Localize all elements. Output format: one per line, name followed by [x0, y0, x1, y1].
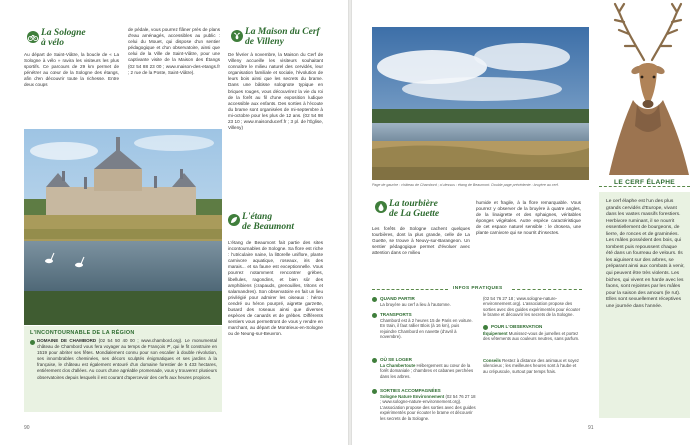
sorties-lead: Sologne Nature Environnement: [380, 394, 445, 399]
observation-label: POUR L'OBSERVATION: [491, 324, 543, 329]
car-icon: [372, 313, 377, 318]
sidebar-title: LE CERF ÉLAPHE: [589, 179, 700, 186]
stag-illustration: [589, 0, 700, 175]
conseils-text: [483, 358, 582, 412]
sidebar-box: [599, 192, 690, 418]
sorties-continued: (02 54 76 27 18 ; www.sologne-nature-environnement.org). L'association propose des sorties avec des guides expérimentés pour écouter le brame et découvrir les secrets de la Sologne.: [483, 296, 581, 318]
sidebar-text: Le cerf élaphe est l'un des plus grands cervidés d'Europe, vivant dans les vastes massifs forestiers. Herbivore ruminant, il se nourrit essentiellement de bourgeons, de lierre, de ronces et de graminées. Les mâles possèdent des bois, qui tombent puis repoussent chaque été dans un fourreau de velours. Ils les aiguisent sur des arbres, se préparant ainsi aux combats à venir, qui peuvent être très violents. Les biches, qui vivent en harde avec les faons, sont rejointes par les mâles pour la saison des amours (le rut). Elles sont sexuellement réceptives une journée dans l'année.: [606, 199, 685, 309]
binoculars-icon: [483, 325, 488, 330]
infos-rule-right: [512, 289, 582, 290]
page-number-right: 91: [588, 425, 594, 431]
maison-title-line1: La Maison du Cerf: [245, 27, 320, 37]
maison-title: [245, 27, 345, 47]
tourbiere-title-line2: de La Guette: [389, 209, 440, 219]
infos-rule-left: [372, 289, 448, 290]
tourbiere-title: [389, 199, 439, 219]
sorties-desc: (02 54 76 27 18 ; www.sologne-nature-environnement.org). L'association propose des sorties avec des guides expérimentés pour écouter le brame et découvrir les secrets de la Sologne.: [380, 394, 476, 421]
bed-icon: [372, 358, 377, 363]
quand-text: La bruyère au cerf a lieu à l'automne.: [380, 302, 451, 307]
chambord-box: [24, 326, 222, 412]
sologne-title: [41, 28, 86, 48]
leaf-icon: [228, 214, 240, 226]
tourbiere-title-line1: La tourbière: [389, 199, 438, 209]
sologne-title-line1: La Sologne: [41, 28, 86, 38]
tourbiere-col2-text: humide et fragile, à la flore remarquable. Vous pourrez y observer de la bruyère à quatre angles, de la linaigrette et des sphaignes, véritables éponges végétales. Autre espèce caractéristique de cet espace naturel sensible : le drosera, une plante carnivore qui se nourrit d'insectes.: [476, 200, 581, 236]
sorties-text: [380, 394, 476, 421]
transports-label: TRANSPORTS: [380, 312, 412, 317]
equipement-text: [483, 331, 582, 357]
chambord-lead: DOMAINE DE CHAMBORD: [37, 338, 97, 343]
droplet-icon: [375, 201, 387, 213]
page-number-left: 90: [24, 425, 30, 431]
conseils-lead: Conseils: [483, 358, 501, 363]
calendar-icon: [372, 297, 377, 302]
deer-icon: [231, 30, 243, 42]
etang-title-line2: de Beaumont: [242, 222, 294, 232]
sologne-title-line2: à vélo: [41, 38, 64, 48]
loger-lead: La Chambertoute: [380, 363, 416, 368]
conseils-desc: Restez à distance des animaux et soyez silencieux ; les meilleures heures sont à l'aube et au crépuscule, surtout par temps frais.: [483, 358, 580, 374]
loger-label: OÙ SE LOGER: [380, 357, 412, 362]
etang-title-line1: L'étang: [242, 212, 273, 222]
equipement-desc: Munissez-vous de jumelles et portez des vêtements aux couleurs neutres, sans parfum.: [483, 331, 580, 342]
infos-heading: INFOS PRATIQUES: [453, 286, 503, 291]
loger-desc: Hébergement au cœur de la forêt domaniale ; chambres et cabanes perchées dans les arbres.: [380, 363, 474, 379]
quand-label: QUAND PARTIR: [380, 296, 415, 301]
right-page: [352, 0, 700, 445]
loger-text: [380, 363, 476, 385]
chambord-text: (02 54 50 40 00 ; www.chambord.org). Le monumental château de Chambord vous fera voyager au temps de François Iᵉʳ, qui le fit construire en 1519 pour abriter ses fêtes. Mondialement connu pour son escalier à double révolution, ses innombrables cheminées, ses décors sculptés énigmatiques et ses jardins à la française, le château est également entouré d'un domaine forestier de 5 433 hectares, entièrement clos d'allées. Au cours d'une agréable promenade, vous y trouverez plusieurs observatoires depuis lesquels il est courant d'apercevoir des cerfs aux heures propices.: [37, 338, 217, 380]
cerf-sidebar: [589, 0, 700, 445]
etang-title: [242, 212, 294, 232]
guide-icon: [372, 389, 377, 394]
chambord-bullet-icon: [30, 340, 35, 345]
beaumont-photo: [372, 27, 592, 180]
bicycle-icon: [27, 31, 39, 43]
sidebar-rule: [599, 186, 690, 187]
maison-title-line2: de Villeny: [245, 37, 284, 47]
left-page: [0, 0, 348, 445]
photo-caption: Page de gauche : château de Chambord ; ci-dessus : étang de Beaumont. Double page précédente : bruyère au cerf.: [372, 183, 559, 187]
chambord-photo: [24, 129, 222, 325]
chambord-box-text: [37, 338, 217, 410]
sologne-col2-text: de pédale, vous pourrez flâner près de plans d'eau aménagés, accessibles au public : celui du Mouet, qui dispose d'un sentier pédagogique et d'un observatoire, ainsi que celui de la Ville de Saint-Viâtre, pour une captivante visite de la Maison des Étangs (02 54 88 23 00 ; www.maison-des-etangs.fr ; 2 rue de la Poste, Saint-Viâtre).: [128, 27, 220, 75]
chambord-box-title: L'INCONTOURNABLE DE LA RÉGION: [30, 330, 135, 336]
transports-text: Chambord est à 2 heures 15 de Paris en voiture. En train, il faut rallier Blois (à 16 km), puis rejoindre Chambord en navette (d'avril à novembre).: [380, 318, 473, 340]
tourbiere-col1-text: Les forêts de Sologne cachent quelques tourbières, dont la plus grande, celle de La Guette, se trouve à Neuvy-sur-Barangeon. Un sentier pédagogique permet d'évoluer avec attention dans ce milieu: [372, 226, 470, 256]
sorties-label: SORTIES ACCOMPAGNÉES: [380, 388, 441, 393]
etang-text: L'étang de Beaumont fait partie des sites incontournables de Sologne. Sa flore est riche : l'utriculaire naine, la littorelle uniflore, plante carnivore aquatique, roseaux, iris des marais... et sa faune est exceptionnelle. Vous pourrez notamment rencontrer grèbes, libellules, ragondins, et bien sûr des amphibiens (crapauds, grenouilles, tritons et salamandres). Son observatoire en fait un lieu privilégié pour admirer les oiseaux : héron cendré ou héron pourpré, aigrette garzette, busard des roseaux ainsi que diverses espèces de canards et de grèbes. Différents sentiers vous permettront de vous y rendre en marchant, au départ de Montrieux-en-Sologne ou de Neung-sur-Beuvron.: [228, 240, 323, 337]
sologne-col1-text: Au départ de Saint-Viâtre, la boucle de « La Sologne à vélo » ravira les visiteurs les plus sportifs. Ce parcours de 29 km permet de pénétrer au cœur de la Sologne des étangs, afin d'en découvrir toute la richesse. Entre deux coups: [24, 52, 119, 88]
maison-text: De février à novembre, la Maison du Cerf de Villeny accueille les visiteurs souhaitant connaître le milieu naturel des cervidés, leur organisation familiale et sociale, l'évolution de leurs bois ainsi que les secrets du brame. Dans une bâtisse solognote typique en briques rouges, vous découvrirez la vie du roi de la forêt au fil d'une exposition ludique accessible aux enfants. Des sorties à l'écoute du brame sont organisées de mi-septembre à mi-octobre pour les plus de 12 ans. (02 54 98 23 10 ; www.maisonducerf.fr ; 3 pl. de l'Église, Villeny): [228, 52, 323, 131]
equipement-lead: Équipement: [483, 331, 508, 336]
